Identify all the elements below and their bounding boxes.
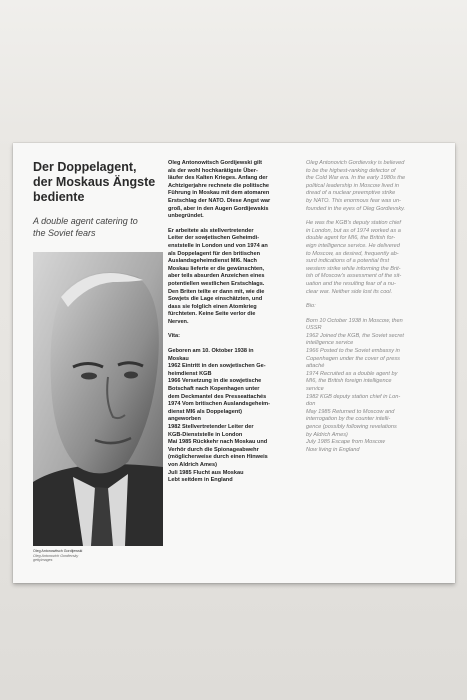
text-line: don <box>306 401 316 408</box>
caption-name: Oleg Antonowitsch Gordijewski <box>33 549 83 553</box>
title-line: bediente <box>33 190 85 204</box>
text-line: Erstschlag der NATO. Diese Angst war <box>168 197 271 204</box>
text-line: KGB-Dienststelle in London <box>168 431 243 438</box>
text-line: July 1985 Escape from Moscow <box>306 439 385 446</box>
text-line: uation and the resulting fear of a nu- <box>306 280 396 287</box>
text-line: Juli 1985 Flucht aus Moskau <box>168 469 244 476</box>
english-bio-list <box>306 318 446 455</box>
text-line: ish of Moscow's assessment of the sit- <box>306 273 402 280</box>
text-line: Geboren am 10. Oktober 1938 in <box>168 348 254 355</box>
text-line: Oleg Antonowitsch Gordijewski gilt <box>168 160 262 166</box>
text-line: service <box>306 386 324 393</box>
text-line: Achtzigerjahre rechnete die politische <box>168 182 270 189</box>
text-line: clear war. Neither side lost its cool. <box>306 288 393 295</box>
text-line: by NATO. This enormous fear was un- <box>306 197 401 204</box>
german-text-column <box>168 160 295 492</box>
text-line: Born 10 October 1938 in Moscow, then <box>306 317 403 324</box>
text-line: intelligence service <box>306 340 354 347</box>
text-line: Er arbeitete als stellvertretender <box>168 227 254 234</box>
text-line: 1966 Posted to the Soviet embassy in <box>306 348 400 355</box>
wall <box>0 0 467 150</box>
bio-label: Bio: <box>306 303 316 310</box>
english-intro-paragraph <box>306 160 446 213</box>
english-text-column <box>306 160 446 461</box>
text-line: Moskau <box>168 355 189 362</box>
text-line: Moskau lieferte er die gewünschten, <box>168 265 265 272</box>
vita-label: Vita: <box>168 333 181 340</box>
text-line: Nerven. <box>168 318 189 325</box>
exhibit-panel <box>13 143 455 583</box>
text-line: Führung in Moskau mit dem atomaren <box>168 190 270 197</box>
text-line: double agent for MI6, the British for- <box>306 235 396 242</box>
text-line: USSR <box>306 325 322 332</box>
subtitle-line: A double agent catering to <box>33 216 138 226</box>
title-line: der Moskaus Ängste <box>33 175 156 189</box>
text-line: 1974 Recruited as a double agent by <box>306 370 398 377</box>
text-line: founded in the eyes of Oleg Gordievsky. <box>306 205 406 212</box>
subtitle-line: the Soviet fears <box>33 228 96 238</box>
text-line: Sowjets die Lage einschätzten, und <box>168 296 263 303</box>
text-line: to be the highest-ranking defector of <box>306 167 396 174</box>
text-line: dienst MI6 als Doppelagent) <box>168 408 242 415</box>
text-line: fürchteten. Keine Seite verlor die <box>168 311 256 318</box>
text-line: von Aldrich Ames) <box>168 461 218 468</box>
title-line: Der Doppelagent, <box>33 160 137 174</box>
photo-caption <box>33 549 163 563</box>
text-line: groß, aber in den Augen Gordijewskis <box>168 205 269 212</box>
text-line: interrogation by the counter intelli- <box>306 416 391 423</box>
caption-credit: gettyimages <box>33 558 53 563</box>
text-line: 1962 Eintritt in den sowjetischen Ge- <box>168 363 266 370</box>
text-line: enststelle in London und von 1974 an <box>168 242 268 249</box>
portrait-photo <box>33 252 163 546</box>
panel-title <box>33 160 163 205</box>
german-second-paragraph <box>168 228 295 327</box>
text-line: angeworben <box>168 416 201 423</box>
text-line: the Cold War era. In the early 1980s the <box>306 175 406 182</box>
german-vita-list <box>168 348 295 485</box>
text-line: 1966 Versetzung in die sowjetische <box>168 378 262 385</box>
portrait-image <box>33 252 163 546</box>
text-line: 1982 Stellvertretender Leiter der <box>168 424 254 430</box>
text-line: 1974 Vom britischen Auslandsgeheim- <box>168 401 270 408</box>
text-line: May 1985 Returned to Moscow and <box>306 408 395 415</box>
text-line: MI6, the British foreign intelligence <box>306 378 392 385</box>
text-line: Leiter der sowjetischen Geheimdi- <box>168 235 260 242</box>
english-second-paragraph <box>306 220 446 296</box>
text-line: Den Briten teilte er dann mit, wie die <box>168 288 265 295</box>
text-line: Lebt seitdem in England <box>168 477 233 484</box>
text-line: Verhör durch die Spionageabwehr <box>168 446 259 453</box>
text-line: Botschaft nach Kopenhagen unter <box>168 386 260 393</box>
german-intro-paragraph <box>168 160 295 221</box>
text-line: (möglicherweise durch einen Hinweis <box>168 454 268 461</box>
caption-name-en: Oleg Antonovich Gordievsky <box>33 553 79 558</box>
text-line: to Moscow, as desired, frequently ab- <box>306 250 399 257</box>
text-line: He was the KGB's deputy station chief <box>306 220 401 227</box>
text-line: Oleg Antonovich Gordievsky is believed <box>306 160 405 166</box>
text-line: heimdienst KGB <box>168 370 212 377</box>
text-line: dem Deckmantel des Presseattachés <box>168 393 267 400</box>
text-line: als der wohl hochkarätigste Über- <box>168 167 258 174</box>
text-line: in London, but as of 1974 worked as a <box>306 227 401 234</box>
text-line: gence (possibly following revelations <box>306 424 397 430</box>
text-line: läufer des Kalten Krieges. Anfang der <box>168 175 268 182</box>
text-line: unbegründet. <box>168 213 204 220</box>
text-line: Copenhagen under the cover of press <box>306 355 400 362</box>
text-line: surd indications of a potential first <box>306 258 390 265</box>
text-line: by Aldrich Ames) <box>306 431 348 438</box>
text-line: western strike while informing the Brit- <box>306 265 401 272</box>
text-line: 1962 Joined the KGB, the Soviet secret <box>306 332 404 339</box>
panel-subtitle <box>33 215 163 239</box>
text-line: potentiellen westlichen Erstschlags. <box>168 280 265 287</box>
text-line: Now living in England <box>306 446 360 453</box>
text-line: political leadership in Moscow lived in <box>306 182 399 189</box>
text-line: dass sie folglich einen Atomkrieg <box>168 303 257 310</box>
text-line: attaché <box>306 363 325 370</box>
text-line: Mai 1985 Rückkehr nach Moskau und <box>168 439 268 446</box>
text-line: 1982 KGB deputy station chief in Lon- <box>306 393 401 400</box>
text-line: eign intelligence service. He delivered <box>306 242 400 249</box>
text-line: Auslandsgeheimdienst MI6. Nach <box>168 258 257 265</box>
text-line: als Doppelagent für den britischen <box>168 250 260 257</box>
text-line: aber teils absurden Anzeichen eines <box>168 273 265 280</box>
text-line: dread of a nuclear preemptive strike <box>306 190 396 197</box>
